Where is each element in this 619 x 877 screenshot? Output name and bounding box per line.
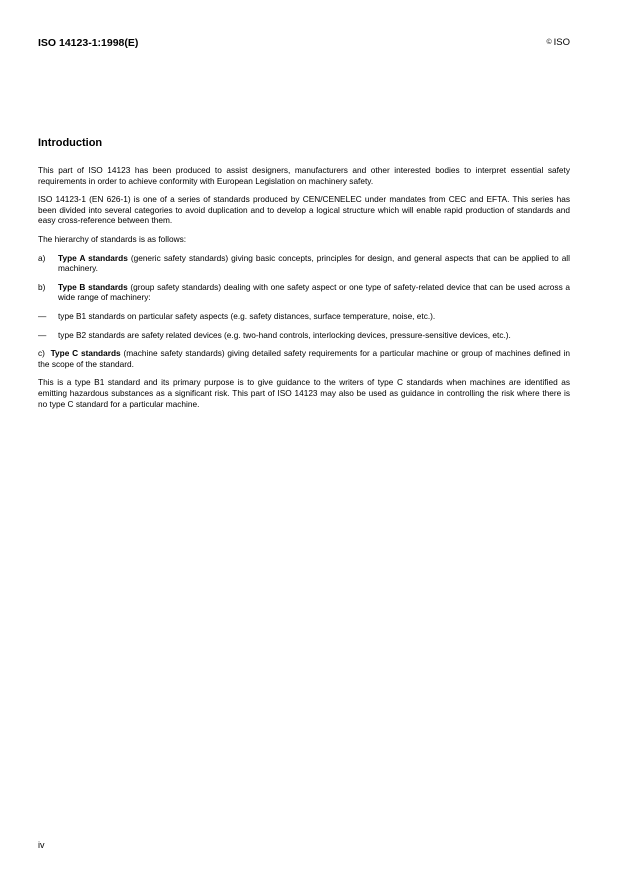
copyright-symbol: © — [546, 39, 552, 46]
intro-paragraph-3: The hierarchy of standards is as follows: — [38, 233, 187, 244]
list-item-body — [58, 282, 570, 303]
list-marker: c) — [38, 348, 45, 359]
list-item-type-b2 — [38, 330, 570, 341]
list-item-text: (machine safety standards) giving detailed safety requirements for a particular machine or group of machines defined in the scope of the standard. — [38, 348, 570, 369]
main-content — [38, 136, 570, 417]
list-item-text: type B1 standards on particular safety aspects (e.g. safety distances, surface temperature, noise, etc.). — [58, 310, 436, 321]
list-item-term: Type B standards — [58, 281, 128, 292]
list-item-type-c — [38, 348, 570, 369]
list-item-text: type B2 standards are safety related devices (e.g. two-hand controls, interlocking devices, pressure-sensitive devices, etc.). — [58, 329, 511, 340]
page-number: iv — [38, 840, 45, 850]
publisher: ISO — [553, 37, 570, 48]
intro-paragraph-2: ISO 14123-1 (EN 626-1) is one of a series of standards produced by CEN/CENELEC under mandates from CEC and EFTA. This series has been divided into several categories to avoid duplication and to develop a logical structure which will enable rapid production of standards and easy cross-reference between them. — [38, 194, 570, 226]
copyright-notice — [546, 37, 570, 48]
dash-marker: — — [38, 329, 47, 340]
list-item-body — [58, 253, 570, 274]
list-item-text: (generic safety standards) giving basic concepts, principles for design, and general aspects that can be applied to all machinery. — [58, 252, 570, 274]
list-marker: a) — [38, 252, 46, 263]
list-item-text: (group safety standards) dealing with one safety aspect or one type of safety-related device that can be used across a wide range of machinery: — [58, 281, 570, 303]
list-item-term: Type C standards — [50, 348, 121, 359]
list-item-type-b1 — [38, 311, 570, 322]
section-title: Introduction — [38, 137, 103, 149]
list-item-type-a — [38, 253, 570, 274]
document-id: ISO 14123-1:1998(E) — [38, 37, 139, 49]
intro-paragraph-1: This part of ISO 14123 has been produced to assist designers, manufacturers and other interested bodies to interpret essential safety requirements in order to achieve conformity with European Legislation on machinery safety. — [38, 165, 570, 186]
dash-marker: — — [38, 310, 47, 321]
list-item-term: Type A standards — [58, 252, 128, 263]
list-item-type-b — [38, 282, 570, 303]
list-marker: b) — [38, 281, 46, 292]
closing-paragraph: This is a type B1 standard and its primary purpose is to give guidance to the writers of type C standards when machines are identified as emitting hazardous substances as a significant risk. This part of ISO 14123 may also be used as guidance in controlling the risk where there is no type C standard for a particular machine. — [38, 377, 570, 409]
